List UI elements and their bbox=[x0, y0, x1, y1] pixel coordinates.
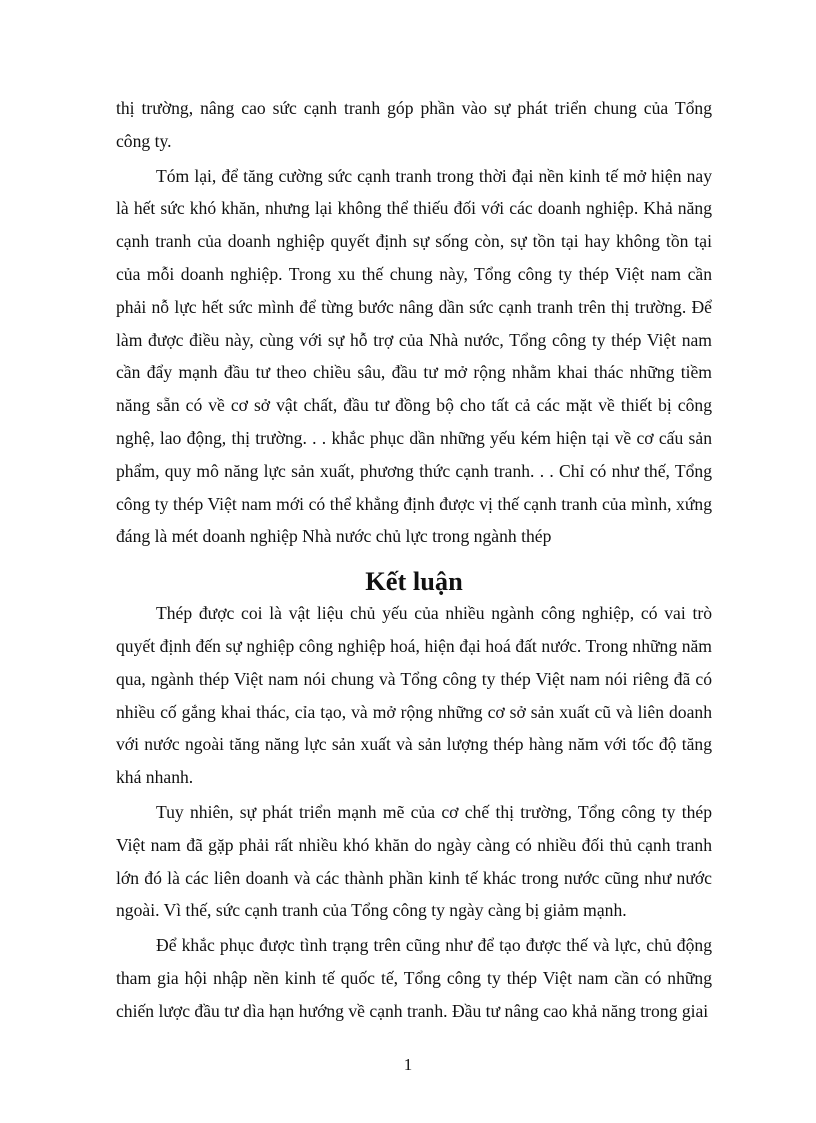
paragraph-conclusion-2: Tuy nhiên, sự phát triển mạnh mẽ của cơ chế thị trường, Tổng công ty thép Việt nam đã gặp phải rất nhiều khó khăn do ngày càng có nhiều đối thủ cạnh tranh lớn đó là các liên doanh và các thành phần kinh tế khác trong nước cũng như nước ngoài. Vì thế, sức cạnh tranh của Tổng công ty ngày càng bị giảm mạnh. bbox=[116, 801, 712, 921]
page-number: 1 bbox=[403, 1055, 413, 1074]
paragraph-conclusion-3: Để khắc phục được tình trạng trên cũng như để tạo được thế và lực, chủ động tham gia hội nhập nền kinh tế quốc tế, Tổng công ty thép Việt nam cần có những chiến lược đầu tư dìa hạn hướng về cạnh tranh. Đầu tư nâng cao khả năng trong giai bbox=[116, 935, 712, 1021]
paragraph-continuation: thị trường, nâng cao sức cạnh tranh góp phần vào sự phát triển chung của Tổng công ty. bbox=[116, 98, 712, 151]
section-heading: Kết luận bbox=[365, 566, 463, 597]
paragraph-conclusion-1: Thép được coi là vật liệu chủ yếu của nhiều ngành công nghiệp, có vai trò quyết định đến sự nghiệp công nghiệp hoá, hiện đại hoá đất nước. Trong những năm qua, ngành thép Việt nam nói chung và Tổng công ty thép Việt nam nói riêng đã có nhiều cố gắng khai thác, cỉa tạo, và mở rộng những cơ sở sản xuất cũ và liên doanh với nước ngoài tăng năng lực sản xuất và sản lượng thép hàng năm với tốc độ tăng khá nhanh. bbox=[116, 603, 712, 788]
document-body bbox=[116, 92, 712, 1028]
paragraph-summary: Tóm lại, để tăng cường sức cạnh tranh trong thời đại nền kinh tế mở hiện nay là hết sức khó khăn, nhưng lại không thể thiếu đối với các doanh nghiệp. Khả năng cạnh tranh của doanh nghiệp quyết định sự sống còn, sự tồn tại hay không tồn tại của mỗi doanh nghiệp. Trong xu thế chung này, Tổng công ty thép Việt nam cần phải nỗ lực hết sức mình để từng bước nâng dần sức cạnh tranh trên thị trường. Để làm được điều này, cùng với sự hỗ trợ của Nhà nước, Tổng công ty thép Việt nam cần đẩy mạnh đầu tư theo chiều sâu, đầu tư mở rộng nhằm khai thác những tiềm năng sẵn có về cơ sở vật chất, đầu tư đồng bộ cho tất cả các mặt về thiết bị công nghệ, lao động, thị trường. . . khắc phục dần những yếu kém hiện tại về cơ cấu sản phẩm, quy mô năng lực sản xuất, phương thức cạnh tranh. . . Chỉ có như thế, Tổng công ty thép Việt nam mới có thể khẳng định được vị thế cạnh tranh của mình, xứng đáng là mét doanh nghiệp Nhà nước chủ lực trong ngành thép bbox=[116, 165, 712, 547]
